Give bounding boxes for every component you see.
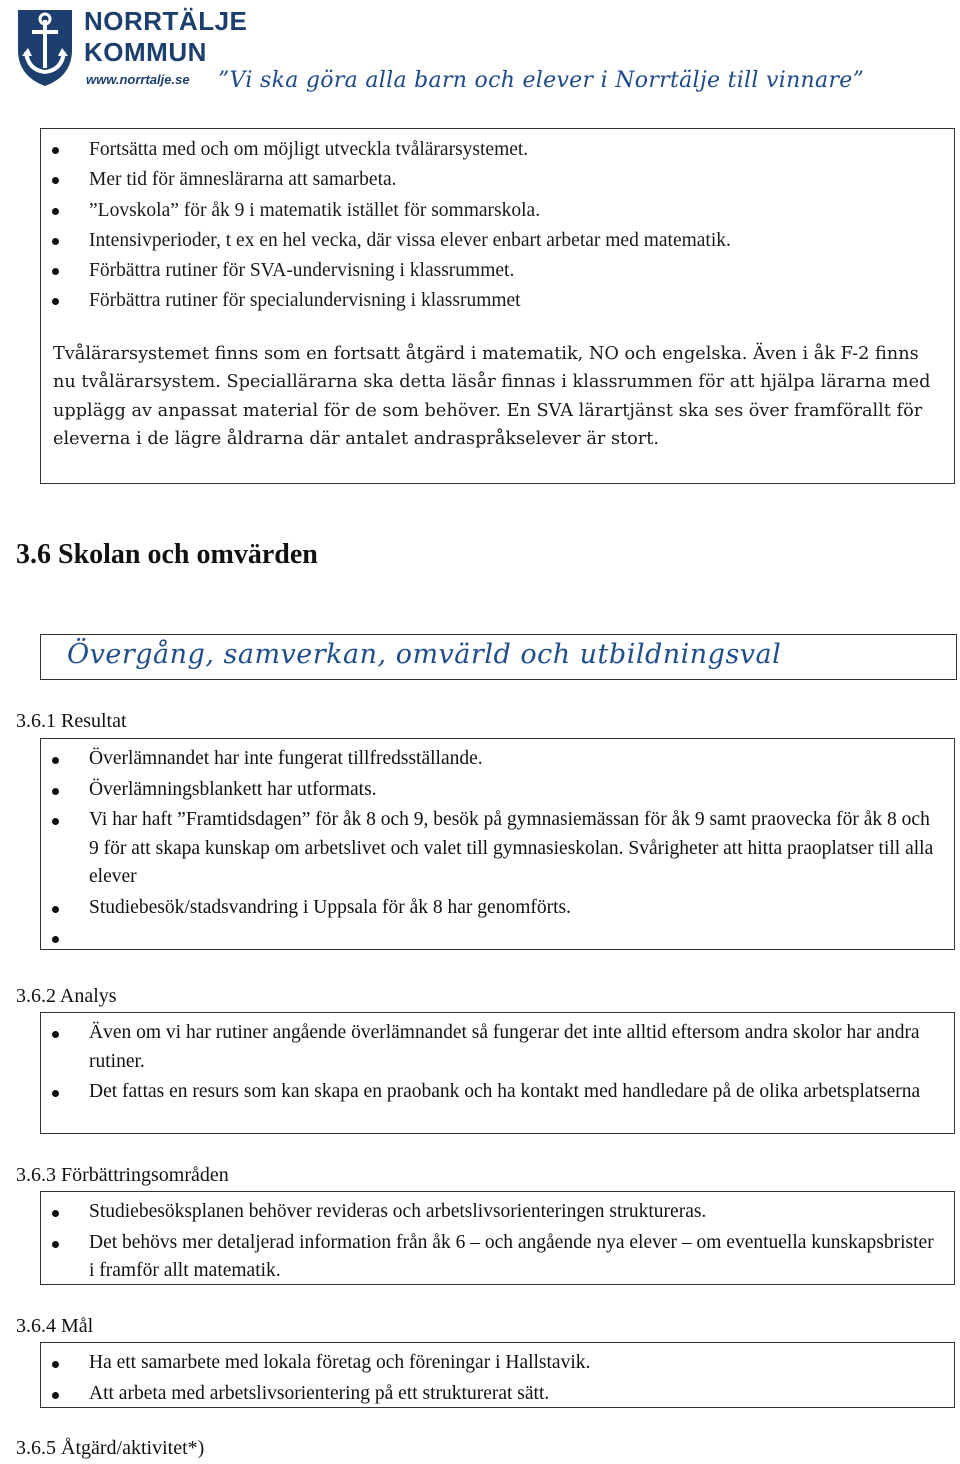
list-item: Studiebesöksplanen behöver revideras och arbetslivsorienteringen struktureras. [41,1198,942,1227]
list-item: Även om vi har rutiner angående överlämnandet så fungerar det inte alltid eftersom andra skolor har andra rutiner. [41,1019,942,1076]
list-item: Studiebesök/stadsvandring i Uppsala för åk 8 har genomförts. [41,894,942,923]
analys-heading: 3.6.2 Analys [16,985,117,1007]
measures-box [40,128,955,484]
list-item: Förbättra rutiner för specialundervisning i klassrummet [41,286,942,316]
list-item: Förbättra rutiner för SVA-undervisning i klassrummet. [41,256,942,286]
analys-box [40,1012,955,1134]
list-item: ”Lovskola” för åk 9 i matematik istället för sommarskola. [41,196,942,226]
section-title: 3.6 Skolan och omvärden [16,539,318,570]
mal-list [41,1349,942,1408]
atgard-heading: 3.6.5 Åtgärd/aktivitet*) [16,1437,205,1459]
analys-list [41,1019,942,1107]
motto: ”Vi ska göra alla barn och elever i Norrtälje till vinnare” [218,68,865,93]
mal-box [40,1342,955,1408]
list-item: Överlämningsblankett har utformats. [41,776,942,805]
resultat-heading: 3.6.1 Resultat [16,710,127,732]
resultat-list [41,745,942,952]
list-item: Mer tid för ämneslärarna att samarbeta. [41,165,942,195]
list-item: Det fattas en resurs som kan skapa en praobank och ha kontakt med handledare på de olika arbetsplatserna [41,1078,942,1107]
list-item: Vi har haft ”Framtidsdagen” för åk 8 och 9, besök på gymnasiemässan för åk 9 samt praovecka för åk 8 och 9 för att skapa kunskap om arbetslivet och valet till gymnasieskolan. Svårigheter att hitta praoplatser till alla elever [41,806,942,892]
list-item: Ha ett samarbete med lokala företag och föreningar i Hallstavik. [41,1349,942,1378]
logo-name-line2: KOMMUN [84,37,207,67]
logo-name [84,6,247,68]
page-header [0,0,960,104]
list-item: Intensivperioder, t ex en hel vecka, där vissa elever enbart arbetar med matematik. [41,226,942,256]
resultat-box [40,738,955,950]
measures-paragraph: Tvålärarsystemet finns som en fortsatt åtgärd i matematik, NO och engelska. Även i åk F-2 finns nu tvålärarsystem. Speciallärarna ska detta läsår finnas i klassrummen för att hjälpa lärarna med upplägg av anpassat material för de som behöver. En SVA lärartjänst ska ses över framförallt för eleverna i de lägre åldrarna där antalet andraspråkselever är stort. [53,343,931,450]
logo-name-line1: NORRTÄLJE [84,6,248,36]
mal-heading: 3.6.4 Mål [16,1315,94,1337]
logo-url: www.norrtalje.se [86,72,190,87]
forbattring-box [40,1191,955,1285]
list-item: Att arbeta med arbetslivsorientering på ett strukturerat sätt. [41,1380,942,1409]
list-item-empty [41,924,942,952]
theme-title-box [40,634,957,680]
list-item: Fortsätta med och om möjligt utveckla tvålärarsystemet. [41,135,942,165]
forbattring-heading: 3.6.3 Förbättringsområden [16,1164,229,1186]
list-item: Det behövs mer detaljerad information från åk 6 – och angående nya elever – om eventuella kunskapsbrister i framför allt matematik. [41,1229,942,1286]
theme-title: Övergång, samverkan, omvärld och utbildningsval [67,639,782,670]
measures-list [41,135,942,317]
norrtalje-anchor-logo-icon [14,6,76,88]
list-item: Överlämnandet har inte fungerat tillfredsställande. [41,745,942,774]
forbattring-list [41,1198,942,1286]
